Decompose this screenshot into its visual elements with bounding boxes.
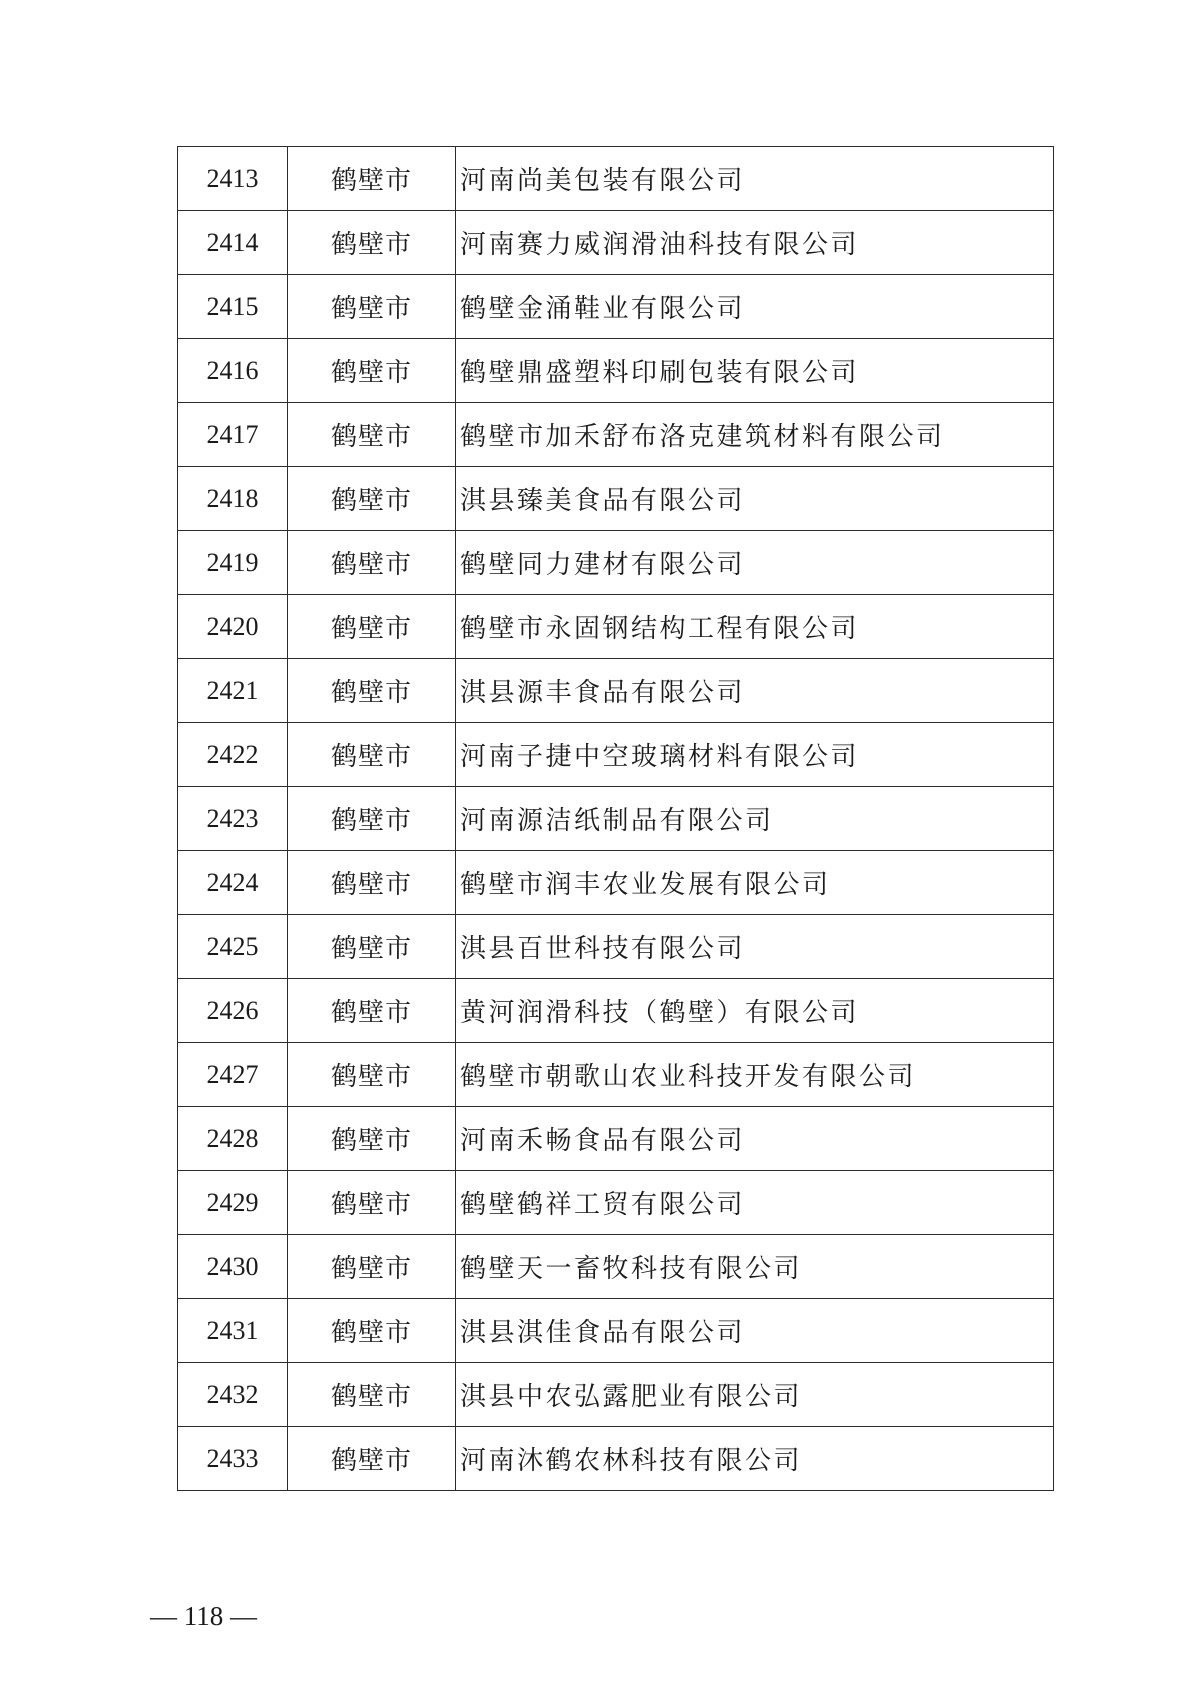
company-name-cell: 鹤壁市润丰农业发展有限公司	[456, 851, 1054, 915]
company-name-cell: 鹤壁天一畜牧科技有限公司	[456, 1235, 1054, 1299]
city-cell: 鹤壁市	[288, 787, 456, 851]
company-name-cell: 鹤壁鹤祥工贸有限公司	[456, 1171, 1054, 1235]
table-row	[178, 403, 1054, 467]
table-row	[178, 1043, 1054, 1107]
city-cell: 鹤壁市	[288, 1427, 456, 1491]
table-row	[178, 787, 1054, 851]
company-name-cell: 鹤壁市永固钢结构工程有限公司	[456, 595, 1054, 659]
city-cell: 鹤壁市	[288, 147, 456, 211]
company-name-cell: 黄河润滑科技（鹤壁）有限公司	[456, 979, 1054, 1043]
table-row	[178, 275, 1054, 339]
row-number-cell: 2415	[178, 275, 288, 339]
table-row	[178, 1107, 1054, 1171]
row-number-cell: 2421	[178, 659, 288, 723]
row-number-cell: 2419	[178, 531, 288, 595]
city-cell: 鹤壁市	[288, 275, 456, 339]
city-cell: 鹤壁市	[288, 1107, 456, 1171]
table-row	[178, 915, 1054, 979]
row-number-cell: 2423	[178, 787, 288, 851]
city-cell: 鹤壁市	[288, 595, 456, 659]
row-number-cell: 2433	[178, 1427, 288, 1491]
table-row	[178, 851, 1054, 915]
company-name-cell: 河南沐鹤农林科技有限公司	[456, 1427, 1054, 1491]
city-cell: 鹤壁市	[288, 403, 456, 467]
table-row	[178, 339, 1054, 403]
table-row	[178, 659, 1054, 723]
row-number-cell: 2413	[178, 147, 288, 211]
city-cell: 鹤壁市	[288, 1363, 456, 1427]
company-name-cell: 鹤壁同力建材有限公司	[456, 531, 1054, 595]
row-number-cell: 2426	[178, 979, 288, 1043]
city-cell: 鹤壁市	[288, 659, 456, 723]
company-name-cell: 河南赛力威润滑油科技有限公司	[456, 211, 1054, 275]
table-row	[178, 979, 1054, 1043]
company-name-cell: 河南源洁纸制品有限公司	[456, 787, 1054, 851]
table-row	[178, 467, 1054, 531]
company-list-table	[177, 146, 1054, 1491]
table-row	[178, 595, 1054, 659]
row-number-cell: 2425	[178, 915, 288, 979]
row-number-cell: 2422	[178, 723, 288, 787]
table-row	[178, 531, 1054, 595]
page-number: — 118 —	[150, 1601, 257, 1631]
company-name-cell: 鹤壁鼎盛塑料印刷包装有限公司	[456, 339, 1054, 403]
row-number-cell: 2430	[178, 1235, 288, 1299]
company-name-cell: 鹤壁市加禾舒布洛克建筑材料有限公司	[456, 403, 1054, 467]
table-row	[178, 1363, 1054, 1427]
company-name-cell: 淇县百世科技有限公司	[456, 915, 1054, 979]
table-row	[178, 1299, 1054, 1363]
city-cell: 鹤壁市	[288, 1171, 456, 1235]
city-cell: 鹤壁市	[288, 1043, 456, 1107]
city-cell: 鹤壁市	[288, 467, 456, 531]
company-name-cell: 鹤壁金涌鞋业有限公司	[456, 275, 1054, 339]
city-cell: 鹤壁市	[288, 1299, 456, 1363]
row-number-cell: 2431	[178, 1299, 288, 1363]
table-row	[178, 147, 1054, 211]
row-number-cell: 2414	[178, 211, 288, 275]
city-cell: 鹤壁市	[288, 915, 456, 979]
row-number-cell: 2418	[178, 467, 288, 531]
city-cell: 鹤壁市	[288, 851, 456, 915]
table-row	[178, 1427, 1054, 1491]
company-name-cell: 鹤壁市朝歌山农业科技开发有限公司	[456, 1043, 1054, 1107]
company-name-cell: 淇县臻美食品有限公司	[456, 467, 1054, 531]
table-row	[178, 1171, 1054, 1235]
company-name-cell: 淇县淇佳食品有限公司	[456, 1299, 1054, 1363]
row-number-cell: 2417	[178, 403, 288, 467]
table-row	[178, 1235, 1054, 1299]
company-name-cell: 河南禾畅食品有限公司	[456, 1107, 1054, 1171]
company-name-cell: 淇县中农弘露肥业有限公司	[456, 1363, 1054, 1427]
company-name-cell: 河南子捷中空玻璃材料有限公司	[456, 723, 1054, 787]
table-row	[178, 211, 1054, 275]
row-number-cell: 2428	[178, 1107, 288, 1171]
city-cell: 鹤壁市	[288, 211, 456, 275]
company-name-cell: 河南尚美包装有限公司	[456, 147, 1054, 211]
row-number-cell: 2424	[178, 851, 288, 915]
row-number-cell: 2416	[178, 339, 288, 403]
city-cell: 鹤壁市	[288, 1235, 456, 1299]
row-number-cell: 2429	[178, 1171, 288, 1235]
row-number-cell: 2420	[178, 595, 288, 659]
row-number-cell: 2427	[178, 1043, 288, 1107]
table-body	[178, 147, 1054, 1491]
city-cell: 鹤壁市	[288, 531, 456, 595]
table-row	[178, 723, 1054, 787]
city-cell: 鹤壁市	[288, 979, 456, 1043]
city-cell: 鹤壁市	[288, 339, 456, 403]
company-name-cell: 淇县源丰食品有限公司	[456, 659, 1054, 723]
row-number-cell: 2432	[178, 1363, 288, 1427]
city-cell: 鹤壁市	[288, 723, 456, 787]
